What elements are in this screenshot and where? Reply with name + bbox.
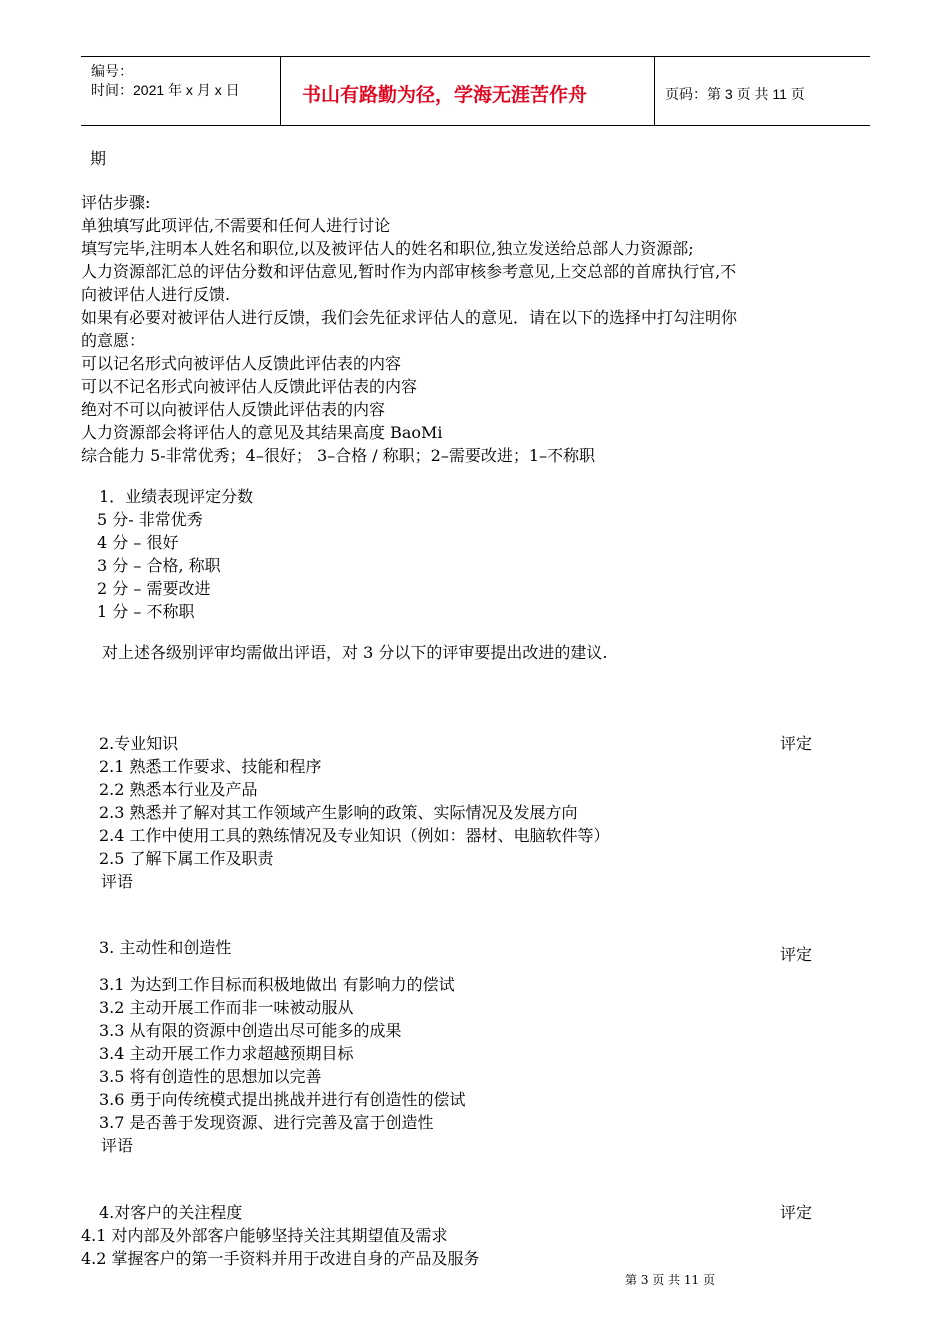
option-line: 可以记名形式向被评估人反馈此评估表的内容 xyxy=(81,354,402,373)
text-line: 如果有必要对被评估人进行反馈，我们会先征求评估人的意见．请在以下的选择中打勾注明你 xyxy=(81,308,738,327)
document-time-label: 时间：2021 年 x 月 x 日 xyxy=(91,82,240,98)
criterion-line: 2.4 工作中使用工具的熟练情况及专业知识（例如：器材、电脑软件等） xyxy=(99,826,610,845)
review-note: 对上述各级别评审均需做出评语，对 3 分以下的评审要提出改进的建议. xyxy=(102,643,608,662)
option-line: 可以不记名形式向被评估人反馈此评估表的内容 xyxy=(81,377,418,396)
criterion-line: 2.2 熟悉本行业及产品 xyxy=(99,780,258,799)
text-line: 期 xyxy=(90,149,107,168)
page-footer: 第 3 页 共 11 页 xyxy=(625,1273,715,1287)
rating-label: 评定 xyxy=(780,734,813,753)
text-line: 填写完毕,注明本人姓名和职位,以及被评估人的姓名和职位,独立发送给总部人力资源部; xyxy=(81,239,694,258)
text-line: 单独填写此项评估,不需要和任何人进行讨论 xyxy=(81,216,391,235)
text-line: 向被评估人进行反馈. xyxy=(81,285,231,304)
comment-label: 评语 xyxy=(101,1136,134,1155)
criterion-line: 3.6 勇于向传统模式提出挑战并进行有创造性的偿试 xyxy=(99,1090,466,1109)
score-line: 1 分 – 不称职 xyxy=(97,602,195,621)
option-line: 绝对不可以向被评估人反馈此评估表的内容 xyxy=(81,400,386,419)
section-heading: 评估步骤: xyxy=(81,193,151,212)
section-3-title: 3. 主动性和创造性 xyxy=(99,938,232,957)
header-divider xyxy=(280,57,281,125)
criterion-line: 2.3 熟悉并了解对其工作领域产生影响的政策、实际情况及发展方向 xyxy=(99,803,578,822)
score-line: 3 分 – 合格, 称职 xyxy=(97,556,221,575)
criterion-line: 4.2 掌握客户的第一手资料并用于改进自身的产品及服务 xyxy=(81,1249,480,1268)
score-line: 2 分 – 需要改进 xyxy=(97,579,211,598)
text-line: 的意愿： xyxy=(81,331,146,350)
criterion-line: 3.2 主动开展工作而非一味被动服从 xyxy=(99,998,354,1017)
rating-label: 评定 xyxy=(780,945,813,964)
score-line: 5 分- 非常优秀 xyxy=(97,510,203,529)
comment-label: 评语 xyxy=(101,872,134,891)
header-motto: 书山有路勤为径，学海无涯苦作舟 xyxy=(302,84,588,106)
score-line: 4 分 – 很好 xyxy=(97,533,179,552)
criterion-line: 3.7 是否善于发现资源、进行完善及富于创造性 xyxy=(99,1113,434,1132)
section-2-title: 2.专业知识 xyxy=(99,734,179,753)
rating-scale-line: 综合能力 5-非常优秀；4–很好； 3–合格 / 称职；2–需要改进；1–不称职 xyxy=(81,446,596,465)
criterion-line: 4.1 对内部及外部客户能够坚持关注其期望值及需求 xyxy=(81,1226,448,1245)
header-divider xyxy=(654,57,655,125)
criterion-line: 3.3 从有限的资源中创造出尽可能多的成果 xyxy=(99,1021,402,1040)
header-page-label: 页码：第 3 页 共 11 页 xyxy=(665,86,805,102)
document-number-label: 编号： xyxy=(91,63,133,79)
criterion-line: 3.4 主动开展工作力求超越预期目标 xyxy=(99,1044,354,1063)
criterion-line: 2.1 熟悉工作要求、技能和程序 xyxy=(99,757,322,776)
text-line: 人力资源部会将评估人的意见及其结果高度 BaoMi xyxy=(81,423,443,442)
section-1-title: 1．业绩表现评定分数 xyxy=(99,487,254,506)
text-line: 人力资源部汇总的评估分数和评估意见,暂时作为内部审核参考意见,上交总部的首席执行官,不 xyxy=(81,262,737,281)
criterion-line: 3.1 为达到工作目标而积极地做出 有影响力的偿试 xyxy=(99,975,455,994)
criterion-line: 2.5 了解下属工作及职责 xyxy=(99,849,274,868)
rating-label: 评定 xyxy=(780,1203,813,1222)
criterion-line: 3.5 将有创造性的思想加以完善 xyxy=(99,1067,322,1086)
section-4-title: 4.对客户的关注程度 xyxy=(99,1203,243,1222)
